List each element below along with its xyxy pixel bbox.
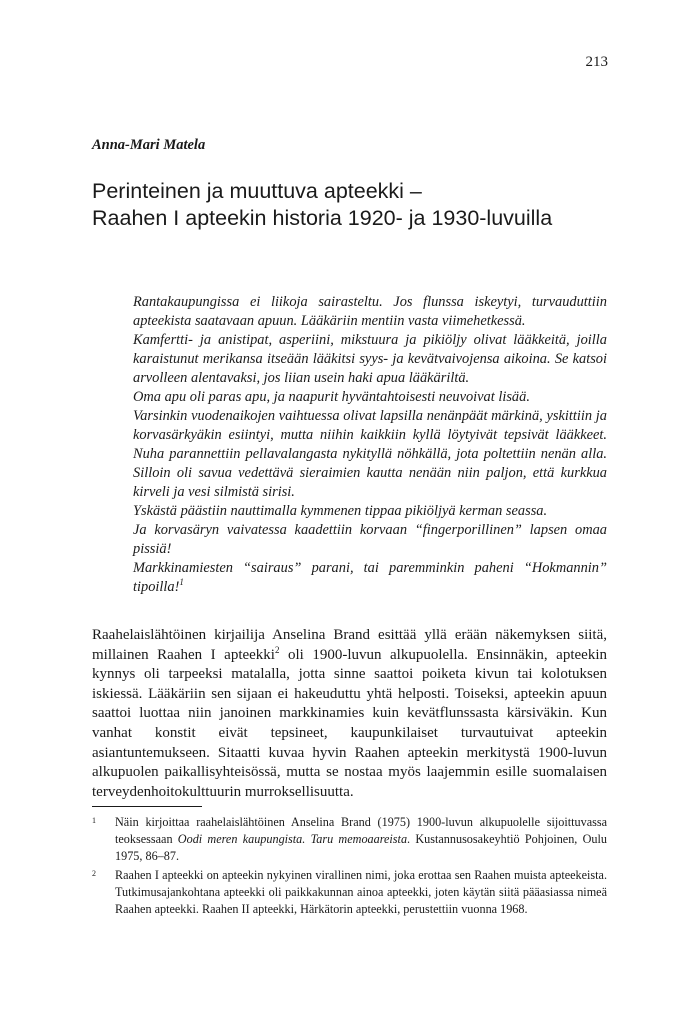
body-text bbox=[92, 626, 607, 802]
body-text-part-1: Raahelaislähtöinen kirjailija Anselina Brand esittää yllä erään näkemyksen siitä, millainen Raahen I apteekki bbox=[92, 627, 607, 663]
footnote-2 bbox=[92, 867, 607, 918]
footnote-number: 2 bbox=[92, 869, 96, 878]
footnote-divider bbox=[92, 806, 202, 807]
footnote-text: Raahen I apteekki on apteekin nykyinen virallinen nimi, joka erottaa sen Raahen muista apteekeista. Tutkimusajankohtana apteekki oli paikkakunnan ainoa apteekki, joten käytän siitä pääasiassa nimeä Raahen apteekki. Raahen II apteekki, Härkätorin apteekki, perustettiin vuonna 1968. bbox=[115, 868, 607, 916]
quote-paragraph bbox=[133, 559, 607, 597]
quote-paragraph: Rantakaupungissa ei liikoja sairasteltu. Jos flunssa iskeytyi, turvauduttiin apteekista saatavaan apuun. Lääkäriin mentiin vasta viimehetkessä. bbox=[133, 294, 607, 329]
article-title-line-1: Perinteinen ja muuttuva apteekki – bbox=[92, 179, 422, 203]
quote-paragraph: Kamfertti- ja anistipat, asperiini, mikstuura ja pikiöljy olivat lääkkeitä, joilla karaistunut merikansa itseään lääkitsi syys- ja kevätvaivojensa aikoina. Se katsoi arvolleen alentavaksi, jos liian usein haki apua lääkäriltä. bbox=[133, 332, 607, 386]
footnote-text: Näin kirjoittaa raahelaislähtöinen Anselina Brand (1975) 1900-luvun alkupuolelle sijoittuvassa teoksessaan bbox=[115, 815, 607, 846]
epigraph-quote bbox=[133, 293, 607, 597]
footnote-1 bbox=[92, 814, 607, 865]
footnote-ref-1[interactable]: 1 bbox=[179, 577, 184, 588]
footnote-book-title: Oodi meren kaupungista. Taru memoaareista bbox=[177, 832, 408, 846]
article-title bbox=[92, 178, 612, 232]
body-text-part-2: oli 1900-luvun alkupuolella. Ensinnäkin, apteekin kynnys oli tarpeeksi matalalla, jotta sinne saattoi poiketa kivun tai kolotuksen iskiessä. Lääkäriin sen sijaan ei hakeuduttu yhtä helposti. Toiseksi, apteekin apuun saattoi luottaa niin janoinen markkinamies kuin kevätflunssasta kärsiväkin. Kun vanhat konstit eivät tepsineet, kaupunkilaiset turvautuivat apteekin asiantuntemukseen. Sitaatti kuvaa hyvin Raahen apteekin merkitystä 1900-luvun alkupuolen paikallisyhteisössä, mutta se nostaa myös laajemmin esille suomalaisen terveydenhoitokulttuurin murroksellisuutta. bbox=[92, 646, 607, 800]
quote-text: Markkinamiesten “sairaus” parani, tai paremminkin paheni “Hokmannin” tipoilla! bbox=[133, 560, 607, 595]
page-number: 213 bbox=[585, 54, 608, 70]
quote-paragraph: Ja korvasäryn vaivatessa kaadettiin korvaan “fingerporillinen” lapsen omaa pissiä! bbox=[133, 522, 607, 557]
quote-paragraph: Yskästä päästiin nauttimalla kymmenen tippaa pikiöljyä kerman seassa. bbox=[133, 503, 548, 519]
author-name: Anna-Mari Matela bbox=[92, 137, 206, 153]
body-paragraph bbox=[92, 626, 607, 802]
article-title-line-2: Raahen I apteekin historia 1920- ja 1930-luvuilla bbox=[92, 206, 553, 230]
footnote-ref-2[interactable]: 2 bbox=[274, 644, 280, 655]
quote-paragraph: Varsinkin vuodenaikojen vaihtuessa olivat lapsilla nenänpäät märkinä, yskittiin ja korvasärkyäkin esiintyi, mutta niihin kaikkiin kyllä löytyivät tepsivät lääkkeet. Nuha parannettiin pellavalangasta nykityllä nöhkällä, jota poltettiin nenän alla. Silloin oli savua vedettävä sieraimien kautta nenään niin paljon, että kurkkua kirveli ja vesi silmistä sirisi. bbox=[133, 408, 607, 500]
footnote-number: 1 bbox=[92, 816, 96, 825]
quote-paragraph: Oma apu oli paras apu, ja naapurit hyväntahtoisesti neuvoivat lisää. bbox=[133, 389, 530, 405]
footnotes bbox=[92, 814, 607, 920]
footnote-text: . Kustannusosakeyhtiö Pohjoinen, Oulu 1975, 86–87. bbox=[115, 832, 607, 863]
